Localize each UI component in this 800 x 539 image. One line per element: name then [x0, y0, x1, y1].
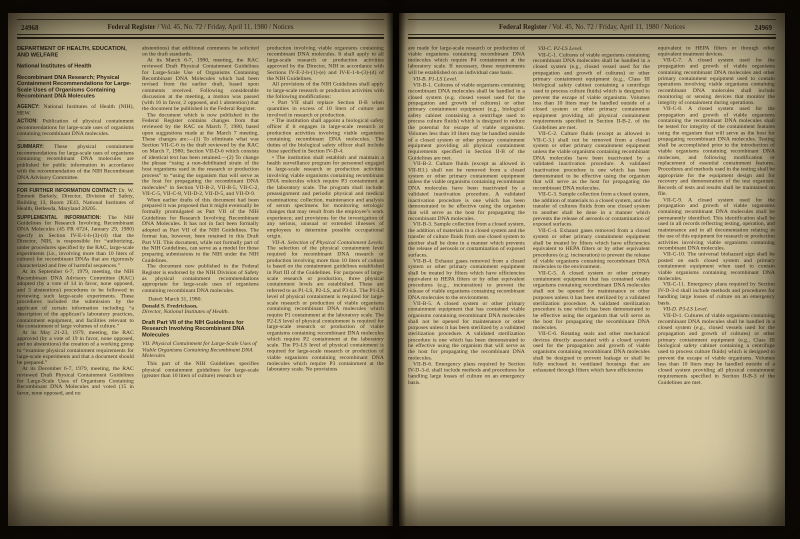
text-block: VII. Physical Containment for Large-Scale Uses of Viable Organisms Containing Recombinant DNA Molecules	[142, 339, 257, 359]
text-block: The document which is now published in the Federal Register contains changes from that reviewed by the RAC on March 7, 1980, based upon suggestions made at the March 7 meeting. These changes are:—(1) To eliminate what was Section VII-C-6 in the draft reviewed by the RAC on March 7, 1980; Section VII-D-6 which consists of identical text has been retained.—(2) To change the phrase “using a non-debilitated strain of the host organisms used in the research or production process” to “using the organism that will serve as the host for propagating the recombinant DNA molecules” in Section VII-B-2, VII-B-5, VII-C-2, VII-C-5, VII-C-8, VII-D-2, VII-D-5, and VII-D-9.	[142, 111, 259, 197]
text-block: VII-C-1. Cultures of viable organisms containing recombinant DNA molecules shall be handled in a closed system (e.g., closed vessel used for the propagation and growth of cultures) or other primary containment equipment (e.g., Class III biological safety cabinet containing a centrifuge used to process culture fluids) which is designed to prevent the escape of viable organisms. Volumes less than 10 liters may be handled outside of a closed system or other primary containment equipment providing all physical containment requirements specified in Section II-B-2. of the Guidelines are met.	[533, 51, 650, 131]
header-rule-thick	[408, 37, 776, 40]
text-columns	[17, 45, 384, 513]
text-block: VII-C-10. The universal biohazard sign shall be posted on each closed system and primary containment equipment when used to contain viable organisms containing recombinant DNA molecules.	[658, 250, 775, 282]
text-block: equivalent to HEPA filters or through other equivalent treatment devices.	[658, 45, 775, 57]
text-block: • Part VII shall replace Section II-B when quantities in excess of 10 liters of culture are involved in research or production.	[267, 98, 384, 118]
text-block: production involving viable organisms containing recombinant DNA molecules. It shall apply to all large-scale research or production activities approved by the Director, NIH in accordance with Sections IV-E-2-b-(1)-(e) and IV-E-1-b-(3)-(d) of the NIH Guidelines.	[267, 45, 384, 81]
text-block: VII-B-3. Sample collection from a closed system, the addition of materials to a closed system and the transfer of culture fluids from one closed system to another shall be done in a manner which prevents the release of aerosols or contamination of exposed surfaces.	[408, 220, 525, 258]
text-block: Director, National Institutes of Health.	[142, 308, 229, 315]
column-2-text	[142, 45, 259, 513]
journal-issue-info: / Vol. 45, No. 72 / Friday, April 11, 1980 / Notices	[155, 24, 294, 31]
text-block: • The institution shall appoint a biological safety officer if it engages in large-scale research or production activities involving viable organisms containing recombinant DNA molecules. The duties of the biological safety officer shall include those specified in Section IV-D-4.	[267, 117, 384, 154]
journal-title: Federal Register	[499, 24, 548, 31]
section-heading-inline: VII-A. Selection of Physical Containment Levels.	[272, 238, 384, 245]
top-rule	[17, 19, 384, 20]
column-rule	[18, 183, 134, 184]
text-block: VII-C-4. Exhaust gases removed from a closed system or other primary containment equipment shall be treated by filters which have efficiencies equivalent to HEPA filters or by other equivalent procedures (e.g. incineration) to prevent the release of viable organisms containing recombinant DNA molecules to the environment.	[533, 226, 650, 270]
text-block: At its March 6-7, 1980, meeting, the RAC reviewed Draft Physical Containment Guidelines for Large-Scale Use of Organisms Containing Recombinant DNA Molecules which had been revised from the earlier draft, based upon comments received. Following considerable discussion at the meeting, a motion was passed (with 16 in favor, 2 opposed, and 1 abstention) that the document be published in the Federal Register.	[142, 56, 259, 112]
text-block: VII-C-7. A closed system used for the propagation and growth of viable organisms containing recombinant DNA molecules and other primary containment equipment used to contain operations involving viable organisms containing recombinant DNA molecules shall include monitoring or sensing devices that monitor the integrity of containment during operations.	[658, 56, 775, 106]
text-block: VII-C-5. A closed system or other primary containment equipment that has contained viable organisms containing recombinant DNA molecules shall not be opened for maintenance or other purposes unless it has been sterilized by a validated sterilization procedure. A validated sterilization procedure is one which has been demonstrated to be effective using the organism that will serve as the host for propagating the recombinant DNA molecules.	[533, 269, 650, 331]
journal-issue-info: / Vol. 45, No. 72 / Friday, April 11, 1980 / Notices	[547, 24, 685, 31]
column-2	[533, 45, 650, 513]
text-block: VII-C-2. Culture fluids (except as allowed in VII-C-3.) shall not be removed from a closed system or other primary containment equipment unless the viable organisms containing recombinant DNA molecules have been inactivated by a validated inactivation procedure. A validated inactivation procedure is one which has been demonstrated to be effective using the organism that will serve as the host for propagating the recombinant DNA molecules.	[533, 129, 650, 191]
text-block: The document now published in the Federal Register is endorsed by the NIH Division of Safety as physical containment recommendations appropriate for large-scale uses of organisms containing recombinant DNA molecules.	[142, 262, 259, 294]
text-block: Dated: March 31, 1980.	[148, 295, 202, 302]
text-block: SUMMARY: These physical containment recommendations for large-scale uses of organisms containing recombinant DNA molecules are published for public information in accordance with the recommendation of the NIH Recombinant DNA Advisory Committee.	[17, 143, 134, 180]
column-2	[142, 45, 259, 513]
block-label: SUPPLEMENTAL INFORMATION:	[17, 214, 109, 220]
text-block: When earlier drafts of this document had been prepared it was proposed that it might eventually be formally promulgated as Part VII of the NIH Guidelines for Research Involving Recombinant DNA Molecules. It has not in fact been formally adopted as Part VII of the NIH Guidelines. The format has, however, been retained in this Draft Part VII. This document, while not formally part of the NIH Guidelines, can serve as a model for those preparing submissions to the NIH under the NIH Guidelines.	[142, 195, 259, 263]
text-block: Recombinant DNA Research; Physical Containment Recommendations for Large-Scale Uses of Organisms Containing Recombinant DNA Molecules	[17, 73, 132, 99]
text-block: ACTION: Publication of physical containment recommendations for large-scale uses of organisms containing recombinant DNA molecules.	[17, 117, 134, 137]
text-block: abstentions) that additional comments be solicited on the draft standards.	[142, 45, 259, 57]
header-rule-thin	[17, 34, 384, 35]
text-block: AGENCY: National Institutes of Health (NIH), HEW.	[17, 103, 134, 116]
text-block: National Institutes of Health	[17, 62, 92, 69]
page-left-content	[8, 13, 393, 513]
text-block: VII-B-4. Exhaust gases removed from a closed system or other primary containment equipment shall be treated by filters which have efficiencies equivalent to HEPA filters or by other equivalent procedures (e.g., incineration) to prevent the release of viable organisms containing recombinant DNA molecules to the environment.	[408, 257, 525, 300]
text-block: VII-C-8. A closed system used for the propagation and growth of viable organisms containing the recombinant DNA molecules shall be tested for integrity of the containment features using the organism that will serve as the host for propagating recombinant DNA molecules. Testing shall be accomplished prior to the introduction of viable organisms containing recombinant DNA molecues, and following modification or replacement of essential containment features. Procedures and methods used in the testing shall be appropriate for the equipment design and for recovery and demonstration of the test organism. Records of tests and results shall be maintained on file.	[658, 105, 775, 197]
text-columns	[408, 45, 776, 513]
running-head-left	[17, 23, 384, 33]
column-3-text	[267, 45, 384, 513]
text-block: At its December 6-7, 1979, meeting, the RAC reviewed Draft Physical Containment Guidelines for Large-Scale Uses of Organisms Containing Recombinant DNA Molecules and voted (15 in favor, none opposed, and no	[17, 365, 134, 396]
block-label: SUMMARY:	[17, 143, 54, 150]
text-block: VII-C. P2-LS Level.	[538, 45, 583, 52]
page-right-content	[399, 13, 785, 513]
header-rule-thin	[408, 34, 776, 35]
page-number: 24968	[21, 24, 39, 32]
column-rule	[18, 140, 134, 141]
page-left	[8, 13, 393, 526]
column-3-text	[658, 45, 775, 513]
text-block: At its May 21-23, 1979, meeting, the RAC approved (by a vote of 19 in favor, none opposed, and no abstentions) the creation of a working group to “examine physical containment requirements for large-scale experiments and that a document should be prepared.”	[17, 328, 134, 366]
text-block: At its September 6-7, 1979, meeting, the NIH Recombinant DNA Advisory Committee (RAC) adopted (by a vote of 14 in favor, none opposed, and 3 abstentions) procedures to be followed in reviewing such large-scale experiments. These procedures included the submission by the applicant of certain information including “a description of the applicant’s laboratory practices, containment equipment, and facilities relevant to the containment of large volumes of culture.”	[17, 268, 134, 329]
block-label: AGENCY:	[17, 103, 44, 110]
text-block: FOR FURTHER INFORMATION CONTACT: Dr. W. Emmett Barkely, Director, Division of Safety, Building 13, Room 2E43, National Institutes of Health, Bethesda, Maryland 20205.	[17, 186, 134, 212]
journal-line	[499, 24, 685, 31]
header-rule-thick	[17, 37, 384, 40]
text-block: This part of the NIH Guidelines specifies physical containment guidelines for large-scale (greater than 10 liters of culture) research or	[142, 360, 259, 379]
text-block: VII-B-5. A closed system or other primary containment equipment that has contained viable organisms containing recombinant DNA molecules shall not be opened for maintenance or other purposes unless it has been sterilized by a validated sterilization procedure. A validated sterilization procedure is one which has been demonstrated to be effective using the organism that will serve as the host for propagating the recombinant DNA molecules.	[408, 299, 525, 361]
text-block: SUPPLEMENTAL INFORMATION: The NIH Guidelines for Research Involving Recombinant DNA Molecules (45 FR 6724, January 29, 1980) specify in Section IV-E-1-b-(3)-(d) that the Director, NIH, is responsible for “authorizing, under procedures specified by the RAC, large-scale experiments (i.e., involving more than 10 liters of culture) for recombinant DNAs that are rigorously characterized and free of harmful sequences.”	[17, 213, 134, 269]
text-block: • The institution shall establish and maintain a health surveillance program for personnel engaged in large-scale research or production activities involving viable organisms containing recombinant DNA molecules which require P3 containment at the laboratory scale. The program shall include: preassignment and periodic physical and medical examinations; collection, maintenance and analysis of serum specimens for monitoring serologic changes that may result from the employee’s work experience; and provisions for the investigation of any serious, unusual or extended illnesses of employees to determine possible occupational origin.	[267, 153, 384, 239]
block-label: ACTION:	[17, 118, 43, 125]
column-3	[267, 45, 384, 513]
running-head-right	[408, 23, 776, 33]
text-block: All provisions of the NIH Guidelines shall apply to large-scale research or production activities with the following modifications:	[267, 80, 384, 100]
text-block: VII-C-9. A closed system used for the propagation and growth of viable organisms containing recombinant DNA molecules shall be permanently identified. This identification shall be used in all records reflecting testing, operation, and maintenance and in all documentation relating to the use of this equipment for research or production activities involving viable organisms containing recombinant DNA molecules.	[658, 195, 775, 251]
text-block: VII-C-6. Rotating seals and other mechanical devices directly associated with a closed system used for the propagation and growth of viable organisms containing recombinant DNA molecules shall be designed to prevent leakage or shall be fully enclosed in ventilated housings that are exhausted through filters which have efficiencies	[533, 330, 650, 373]
text-block: Draft Part VII of the NIH Guidelines for Research Involving Recombinant DNA Molecules	[142, 318, 245, 338]
text-block: DEPARTMENT OF HEALTH, EDUCATION, AND WELFARE	[17, 45, 127, 58]
text-block: VII-B-6. Emergency plans required by Section IV-D-3-d. shall include methods and procedures for handling large losses of culture on an emergency basis.	[408, 360, 525, 385]
text-block: Donald S. Fredrickson,	[142, 302, 198, 309]
text-block: VII-C-3. Sample collection from a closed system, the addition of materials to a closed system, and the transfer of cultures fluids from one closed system to another shall be done in a manner which prevents the release of aerosols or contamination of exposed surfaces.	[533, 190, 650, 228]
column-1-text	[408, 45, 525, 513]
text-block: VII-D-1. Cultures of viable organisms containing recombinant DNA molecules shall be handled in a closed system (e.g., closed vessels used for the propagation and growth of cultures) or other primary containment equipment (e.g., Class III biological safety cabinet containing a centrifuge used to process culture fluids) which is designed to prevent the escape of viable organisms. Volumes less than 10 liters may be handled outside of a closed system providing all physical containment requirements specified in Section II-B-3 of the Guidelines are met.	[658, 311, 775, 385]
journal-line	[108, 24, 294, 31]
column-1	[408, 45, 525, 513]
top-rule	[408, 19, 776, 20]
column-2-text	[533, 45, 650, 513]
page-number: 24969	[754, 24, 772, 32]
text-block: VII-B-1. Cultures of viable organisms containing recombinant DNA molecules shall be handled in a closed system (e.g. closed vessel used for the propagation and growth of cultures) or other primary containment equipment (e.g., biological safety cabinet containing a centrifuge used to process culture fluids) which is designed to reduce the potential for escape of viable organisms. Volumes less than 10 liters may be handled outside of a closed system or other primary containment equipment providing all physical containment requirements specified in Section II-B of the Guidelines are met.	[408, 81, 525, 161]
text-block: VII-B. P1-LS Level.	[413, 75, 458, 82]
text-block: VII-C-11. Emergency plans required by Section IV-D-3-d shall include methods and procedures for handling large losses of culture on an emergency basis.	[658, 280, 775, 306]
text-block: VII-D. P3-LS Level.	[663, 305, 708, 313]
text-block: are made for large-scale research or production of viable organisms containing recombinant DNA molecules which require P4 containment at the laboratory scale. If necessary, these requirements will be established on an individual case basis.	[408, 45, 525, 75]
journal-title: Federal Register	[107, 24, 156, 31]
text-block: VII-B-2. Culture fluids (except as allowed in VII-B3.) shall not be removed from a closed system or other primary containment equipment unless the viable organisms containing recombinant DNA molecules have been inactivated by a validated inactivation procedure. A validated inactivation procedure is one which has been demonstrated to be effective using the organism that will serve as the host for propagating the recombinant DNA molecules.	[408, 160, 525, 222]
column-1	[17, 45, 134, 513]
text-block: VII-A. Selection of Physical Containment Levels. The selection of the physical containment level required for recombinant DNA research or production involving more than 10 liters of culture is based on the containment guidelines established in Part III of the Guidelines. For purposes of large-scale research or production, three physical containment levels are established. These are referred to as P1-LS, P2-LS, and P3-LS. The P1-LS level of physical containment is required for large-scale research or production of viable organisms containing recombinant DNA molecules which require P1 containment at the laboratory scale. The P2-LS level of physical containment is required for large-scale research or production of viable organisms containing recombinant DNA molecules which require P2 containment at the laboratory scale. The P3-LS level of physical containment is required for large-scale research or production of viable organisms containing recombinant DNA molecules which require P3 containment at the laboratory scale. No provisions	[267, 238, 384, 373]
page-right	[399, 13, 785, 526]
block-label: FOR FURTHER INFORMATION CONTACT:	[17, 187, 119, 193]
column-1-text	[17, 45, 134, 513]
column-3	[658, 45, 775, 513]
